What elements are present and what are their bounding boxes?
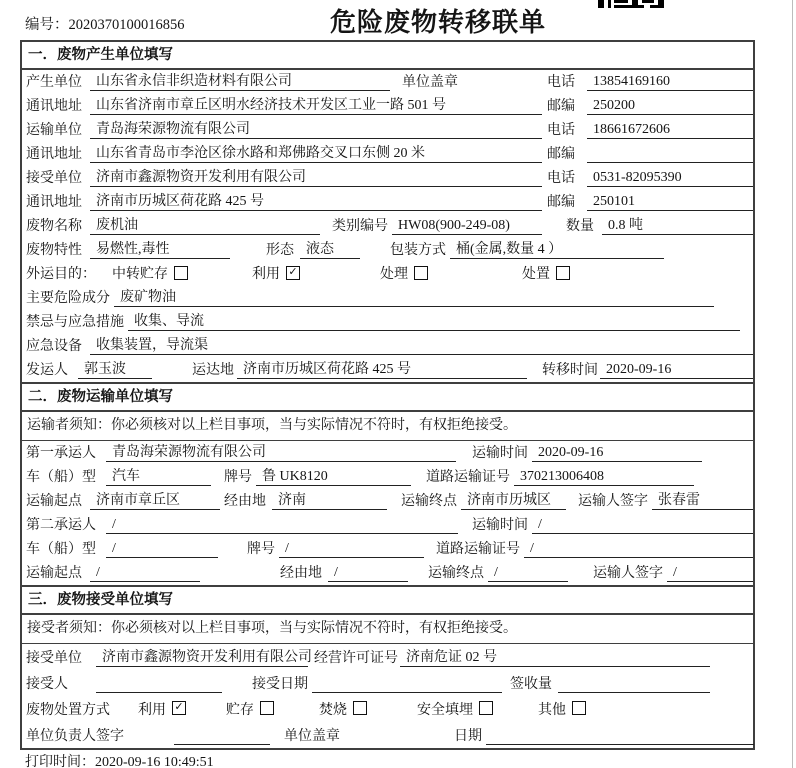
received-quantity-label: 签收量 — [510, 677, 552, 692]
first-carrier-label: 第一承运人 — [26, 446, 96, 461]
taboo-measures-label: 禁忌与应急措施 — [26, 315, 124, 330]
vehicle-type-label: 车（船）型 — [26, 470, 96, 485]
phone-label: 电话 — [547, 123, 575, 138]
carrier-signature-value: / — [667, 565, 753, 582]
route-via-value: / — [328, 565, 408, 582]
carrier-signature-label: 运输人签字 — [578, 494, 648, 509]
address-label: 通讯地址 — [26, 99, 82, 114]
quantity-label: 数量 — [566, 219, 594, 234]
transfer-purpose-row — [22, 262, 753, 286]
emergency-equipment-value: 收集装置，导流渠 — [90, 334, 753, 355]
disposal-option-utilize: 利用 — [138, 703, 166, 718]
transporter-unit-label: 运输单位 — [26, 123, 82, 138]
road-permit-value: / — [524, 541, 753, 558]
transporter-phone-value: 18661672606 — [587, 122, 753, 139]
disposal-utilize-checkbox: ✓ — [172, 701, 186, 715]
packaging-value: 桶(金属,数量 4 ） — [450, 238, 664, 259]
disposal-other-checkbox — [572, 701, 586, 715]
qr-code-fragment-icon — [598, 0, 664, 9]
transfer-purpose-label: 外运目的： — [26, 267, 96, 282]
disposal-method-label: 废物处置方式 — [26, 703, 110, 718]
purpose-option-treat: 处理 — [380, 267, 408, 282]
utilize-checkbox: ✓ — [286, 266, 300, 280]
accepting-unit-row — [22, 644, 753, 670]
print-time-label: 打印时间： — [25, 755, 95, 768]
plate-number-label: 牌号 — [224, 470, 252, 485]
emergency-equipment-label: 应急设备 — [26, 339, 82, 354]
transporter-address-row — [22, 142, 753, 166]
acceptor-row — [22, 670, 753, 696]
receiver-zip-value: 250101 — [587, 194, 753, 211]
taboo-measures-row — [22, 310, 753, 334]
producer-address-row — [22, 94, 753, 118]
transport-route-row-2 — [22, 561, 753, 585]
transfer-form-table — [20, 40, 755, 750]
vehicle-type-row-2 — [22, 537, 753, 561]
route-end-label: 运输终点 — [428, 566, 484, 581]
disposal-storage-checkbox — [260, 701, 274, 715]
disposal-landfill-checkbox — [479, 701, 493, 715]
serial-value: 2020370100016856 — [68, 17, 185, 33]
route-end-label: 运输终点 — [401, 494, 457, 509]
responsible-signature-label: 单位负责人签字 — [26, 729, 124, 744]
received-quantity-value — [558, 676, 710, 693]
first-carrier-row — [22, 441, 753, 465]
accept-date-value — [312, 676, 502, 693]
receiver-address-value: 济南市历城区荷花路 425 号 — [90, 190, 542, 211]
waste-property-row — [22, 238, 753, 262]
responsible-signature-row — [22, 722, 753, 748]
transporter-address-value: 山东省青岛市李沧区徐水路和郑佛路交叉口东侧 20 米 — [90, 142, 542, 163]
producer-unit-value: 山东省永信非织造材料有限公司 — [90, 70, 390, 91]
receiver-notice: 接受者须知：你必须核对以上栏目事项，当与实际情况不符时，有权拒绝接受。 — [22, 615, 753, 644]
dispatcher-row — [22, 358, 753, 382]
section-3-header: 三．废物接受单位填写 — [22, 585, 753, 615]
plate-number-value: 鲁 UK8120 — [256, 465, 411, 486]
date-label: 日期 — [454, 729, 482, 744]
transport-time-value: / — [532, 517, 753, 534]
license-number-value: 济南危证 02 号 — [400, 646, 710, 667]
disposal-option-incinerate: 焚烧 — [319, 703, 347, 718]
print-time — [25, 751, 214, 768]
receiver-unit-value: 济南市鑫源物资开发利用有限公司 — [90, 166, 542, 187]
producer-unit-row — [22, 70, 753, 94]
page-title: 危险废物转移联单 — [330, 7, 547, 37]
route-via-label: 经由地 — [224, 494, 266, 509]
carrier-signature-value: 张春雷 — [652, 489, 753, 510]
disposal-option-storage: 贮存 — [226, 703, 254, 718]
purpose-option-storage: 中转贮存 — [112, 267, 168, 282]
waste-name-value: 废机油 — [90, 214, 320, 235]
dispatcher-value: 郭玉波 — [78, 358, 152, 379]
road-permit-label: 道路运输证号 — [426, 470, 510, 485]
disposal-method-row — [22, 696, 753, 722]
acceptor-value — [96, 676, 222, 693]
form-state-value: 液态 — [300, 238, 360, 259]
category-code-value: HW08(900-249-08) — [392, 218, 542, 235]
destination-label: 运达地 — [192, 363, 234, 378]
route-end-value: 济南市历城区 — [461, 489, 566, 510]
vehicle-type-value: / — [106, 541, 218, 558]
quantity-value: 0.8 吨 — [602, 214, 753, 235]
hazard-component-label: 主要危险成分 — [26, 291, 110, 306]
address-label: 通讯地址 — [26, 147, 82, 162]
responsible-signature-value — [174, 728, 270, 745]
accepting-unit-label: 接受单位 — [26, 651, 82, 666]
destination-value: 济南市历城区荷花路 425 号 — [237, 358, 527, 379]
unit-seal-label: 单位盖章 — [284, 729, 340, 744]
serial-label: 编号： — [25, 17, 69, 33]
disposal-incinerate-checkbox — [353, 701, 367, 715]
first-carrier-value: 青岛海荣源物流有限公司 — [106, 441, 456, 462]
purpose-option-utilize: 利用 — [252, 267, 280, 282]
waste-name-row — [22, 214, 753, 238]
form-state-label: 形态 — [266, 243, 294, 258]
route-start-label: 运输起点 — [26, 566, 82, 581]
receiver-unit-label: 接受单位 — [26, 171, 82, 186]
transport-time-label: 运输时间 — [472, 446, 528, 461]
zip-label: 邮编 — [547, 147, 575, 162]
receiver-address-row — [22, 190, 753, 214]
accept-date-label: 接受日期 — [252, 677, 308, 692]
vehicle-type-value: 汽车 — [106, 465, 211, 486]
zip-label: 邮编 — [547, 99, 575, 114]
unit-seal-label: 单位盖章 — [402, 75, 458, 90]
plate-number-label: 牌号 — [247, 542, 275, 557]
disposal-option-landfill: 安全填埋 — [417, 703, 473, 718]
disposal-option-other: 其他 — [538, 703, 566, 718]
transporter-notice: 运输者须知：你必须核对以上栏目事项，当与实际情况不符时，有权拒绝接受。 — [22, 412, 753, 441]
category-code-label: 类别编号 — [332, 219, 388, 234]
storage-checkbox — [174, 266, 188, 280]
packaging-label: 包装方式 — [390, 243, 446, 258]
road-permit-label: 道路运输证号 — [436, 542, 520, 557]
phone-label: 电话 — [547, 75, 575, 90]
transport-time-label: 运输时间 — [472, 518, 528, 533]
receiver-unit-row — [22, 166, 753, 190]
vehicle-type-row — [22, 465, 753, 489]
date-value — [486, 728, 754, 745]
phone-label: 电话 — [547, 171, 575, 186]
purpose-option-dispose: 处置 — [522, 267, 550, 282]
producer-phone-value: 13854169160 — [587, 74, 753, 91]
dispose-checkbox — [556, 266, 570, 280]
route-via-value: 济南 — [272, 489, 387, 510]
section-1-header: 一．废物产生单位填写 — [22, 42, 753, 70]
producer-zip-value: 250200 — [587, 98, 753, 115]
print-time-value: 2020-09-16 10:49:51 — [95, 755, 214, 768]
waste-name-label: 废物名称 — [26, 219, 82, 234]
transfer-time-label: 转移时间 — [542, 363, 598, 378]
transporter-unit-value: 青岛海荣源物流有限公司 — [90, 118, 542, 139]
page-edge-line — [792, 0, 793, 768]
transport-route-row — [22, 489, 753, 513]
license-number-label: 经营许可证号 — [314, 651, 398, 666]
accepting-unit-value: 济南市鑫源物资开发利用有限公司 — [96, 646, 308, 667]
dispatcher-label: 发运人 — [26, 363, 68, 378]
zip-label: 邮编 — [547, 195, 575, 210]
serial-number — [25, 13, 185, 34]
section-2-header: 二．废物运输单位填写 — [22, 382, 753, 412]
road-permit-value: 370213006408 — [514, 469, 694, 486]
carrier-signature-label: 运输人签字 — [593, 566, 663, 581]
second-carrier-value: / — [106, 517, 458, 534]
address-label: 通讯地址 — [26, 195, 82, 210]
vehicle-type-label: 车（船）型 — [26, 542, 96, 557]
producer-unit-label: 产生单位 — [26, 75, 82, 90]
transfer-time-value: 2020-09-16 — [600, 362, 753, 379]
waste-property-label: 废物特性 — [26, 243, 82, 258]
acceptor-label: 接受人 — [26, 677, 68, 692]
route-start-label: 运输起点 — [26, 494, 82, 509]
waste-property-value: 易燃性,毒性 — [90, 238, 230, 259]
hazard-component-value: 废矿物油 — [114, 286, 714, 307]
route-end-value: / — [488, 565, 568, 582]
taboo-measures-value: 收集、导流 — [128, 310, 740, 331]
transport-time-value: 2020-09-16 — [532, 445, 702, 462]
receiver-phone-value: 0531-82095390 — [587, 170, 753, 187]
producer-address-value: 山东省济南市章丘区明水经济技术开发区工业一路 501 号 — [90, 94, 542, 115]
plate-number-value: / — [279, 541, 424, 558]
second-carrier-label: 第二承运人 — [26, 518, 96, 533]
transporter-unit-row — [22, 118, 753, 142]
treat-checkbox — [414, 266, 428, 280]
hazard-component-row — [22, 286, 753, 310]
second-carrier-row — [22, 513, 753, 537]
transporter-zip-value — [587, 146, 753, 163]
route-start-value: 济南市章丘区 — [90, 489, 220, 510]
emergency-equipment-row — [22, 334, 753, 358]
route-via-label: 经由地 — [280, 566, 322, 581]
route-start-value: / — [90, 565, 200, 582]
